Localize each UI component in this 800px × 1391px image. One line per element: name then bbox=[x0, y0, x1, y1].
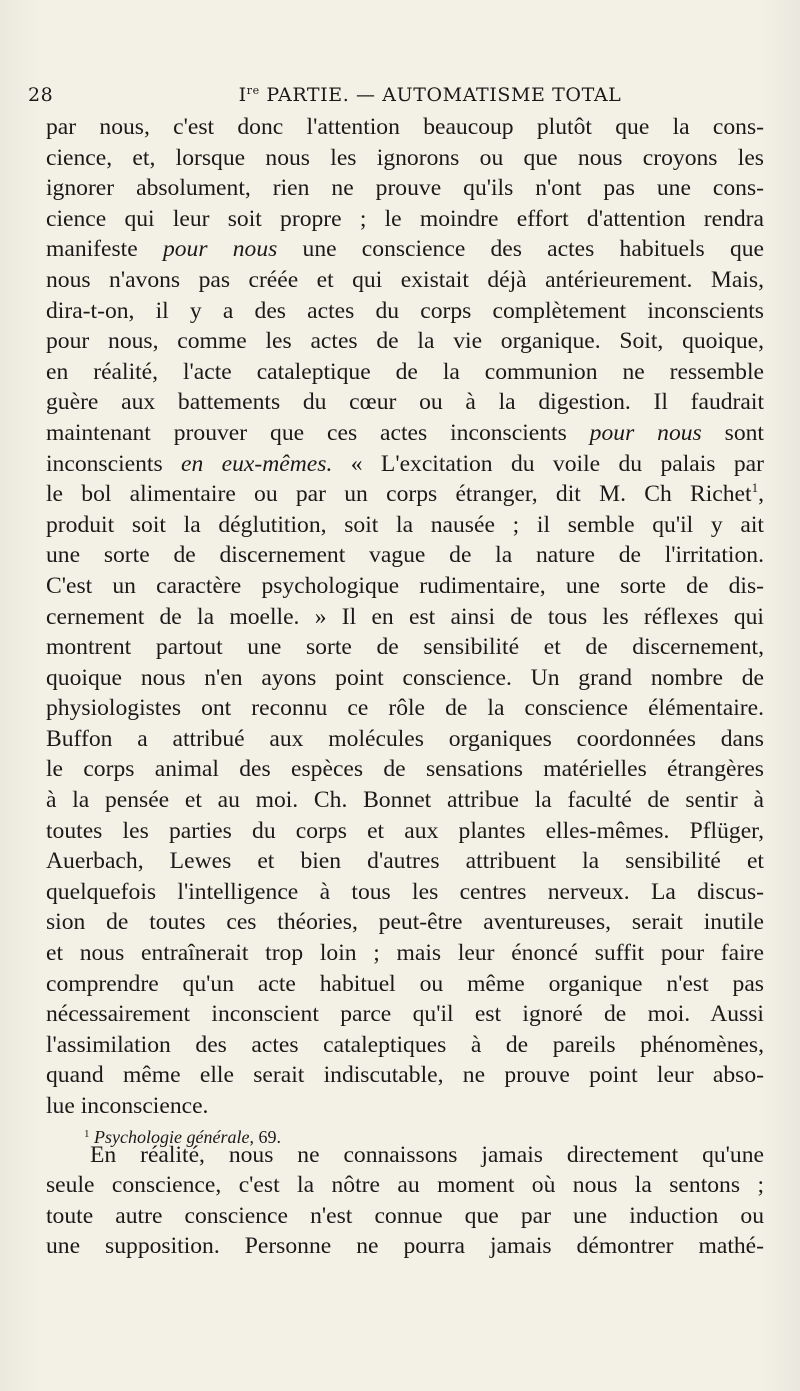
text-line: une sorte de discernement vague de la nature de l'irritation. bbox=[46, 542, 764, 569]
text-line: pour nous, comme les actes de la vie organique. Soit, quoique, bbox=[46, 328, 764, 355]
text-line: en réalité, l'acte cataleptique de la communion ne ressemble bbox=[46, 358, 764, 385]
text-line: à la pensée et au moi. Ch. Bonnet attribue la faculté de sentir à bbox=[46, 787, 764, 814]
text-line: dira-t-on, il y a des actes du corps complètement inconscients bbox=[46, 297, 764, 324]
text-line: guère aux battements du cœur ou à la digestion. Il faudrait bbox=[46, 389, 764, 416]
text-line: Auerbach, Lewes et bien d'autres attribuent la sensibilité et bbox=[46, 848, 764, 875]
text-line: En réalité, nous ne connaissons jamais directement qu'une bbox=[90, 1141, 764, 1168]
text-line bbox=[46, 449, 764, 480]
text-line: cernement de la moelle. » Il en est ainsi de tous les réflexes qui bbox=[46, 603, 764, 630]
running-title bbox=[200, 84, 660, 106]
page-header bbox=[0, 84, 800, 114]
part-superscript: re bbox=[246, 84, 260, 97]
text-line: lue inconscience. bbox=[46, 1093, 209, 1119]
text-line bbox=[46, 234, 764, 265]
text-line: cience, et, lorsque nous les ignorons ou que nous croyons les bbox=[46, 144, 764, 171]
footnote-mark: 1 bbox=[84, 1128, 90, 1140]
text-line: ignorer absolument, rien ne prouve qu'ils n'ont pas une cons- bbox=[46, 175, 764, 202]
text-line: comprendre qu'un acte habituel ou même organique n'est pas bbox=[46, 970, 764, 997]
footnote-page: , 69. bbox=[249, 1127, 281, 1147]
page-number: 28 bbox=[28, 84, 54, 106]
italic-phrase: pour nous bbox=[589, 419, 702, 446]
footnote-reference[interactable]: 1 bbox=[751, 480, 759, 496]
text-line: physiologistes ont reconnu ce rôle de la conscience élémentaire. bbox=[46, 695, 764, 722]
text-line bbox=[46, 479, 764, 510]
text-line: nous n'avons pas créée et qui existait déjà antérieurement. Mais, bbox=[46, 266, 764, 293]
text-line: produit soit la déglutition, soit la nausée ; il semble qu'il y ait bbox=[46, 511, 764, 538]
text-line: toute autre conscience n'est connue que par une induction ou bbox=[46, 1202, 764, 1229]
paragraph bbox=[46, 1140, 764, 1262]
text-line: le corps animal des espèces de sensations matérielles étrangères bbox=[46, 756, 764, 783]
text-run: sont bbox=[701, 419, 764, 446]
italic-phrase: pour nous bbox=[162, 236, 278, 263]
text-line: quoique nous n'en ayons point conscience. Un grand nombre de bbox=[46, 664, 764, 691]
text-line: C'est un caractère psychologique rudimentaire, une sorte de dis- bbox=[46, 572, 764, 599]
text-line bbox=[46, 418, 764, 449]
text-run: le bol alimentaire ou par un corps étranger, dit M. Ch Richet bbox=[46, 481, 752, 508]
text-run: manifeste bbox=[46, 236, 163, 263]
part-title: PARTIE. — AUTOMATISME TOTAL bbox=[259, 84, 622, 106]
text-line: seule conscience, c'est la nôtre au moment où nous la sentons ; bbox=[46, 1172, 764, 1199]
text-line: une supposition. Personne ne pourra jamais démontrer mathé- bbox=[46, 1233, 764, 1260]
text-line: et nous entraînerait trop loin ; mais leur énoncé suffit pour faire bbox=[46, 940, 764, 967]
italic-phrase: en eux-mêmes. bbox=[181, 450, 333, 477]
text-line: montrent partout une sorte de sensibilité et de discernement, bbox=[46, 634, 764, 661]
part-roman: I bbox=[238, 84, 247, 106]
text-run: une conscience des actes habituels que bbox=[277, 236, 765, 263]
footnote-title: Psychologie générale bbox=[94, 1127, 250, 1147]
text-run: maintenant prouver que ces actes inconscients bbox=[46, 419, 590, 446]
text-line: nécessairement inconscient parce qu'il est ignoré de moi. Aussi bbox=[46, 1001, 764, 1028]
text-line: Buffon a attribué aux molécules organiques coordonnées dans bbox=[46, 725, 764, 752]
footnote bbox=[84, 1127, 281, 1148]
text-line: par nous, c'est donc l'attention beaucoup plutôt que la cons- bbox=[46, 114, 764, 140]
text-run: , bbox=[758, 481, 764, 508]
text-line: l'assimilation des actes cataleptiques à de pareils phénomènes, bbox=[46, 1031, 764, 1058]
text-run: inconscients bbox=[46, 450, 182, 477]
text-line: cience qui leur soit propre ; le moindre effort d'attention rendra bbox=[46, 205, 764, 232]
text-line: sion de toutes ces théories, peut-être aventureuses, serait inutile bbox=[46, 909, 764, 936]
text-run: « L'excitation du voile du palais par bbox=[332, 450, 764, 477]
text-line: quelquefois l'intelligence à tous les centres nerveux. La discus- bbox=[46, 878, 764, 905]
text-line: toutes les parties du corps et aux plantes elles-mêmes. Pflüger, bbox=[46, 817, 764, 844]
body-text bbox=[46, 112, 764, 1262]
paragraph bbox=[46, 112, 764, 1122]
text-line: quand même elle serait indiscutable, ne prouve point leur abso- bbox=[46, 1062, 764, 1089]
